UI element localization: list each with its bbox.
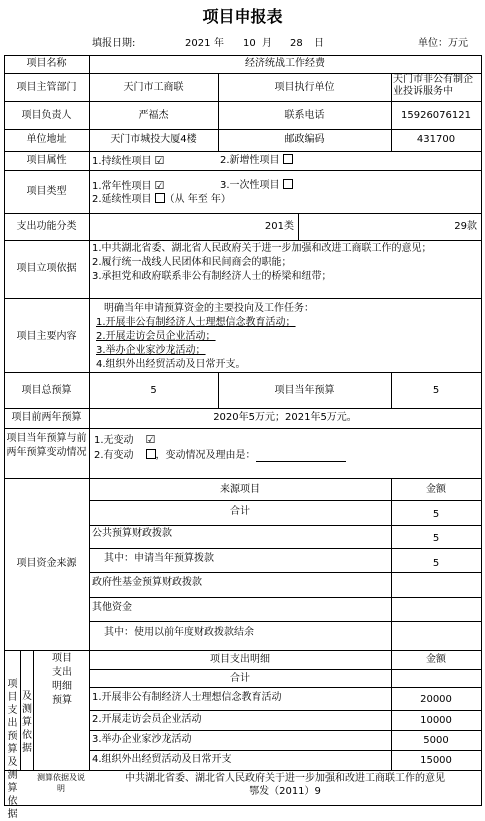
zip-value: 431700 [416, 134, 456, 145]
change-reason-prompt: ，变动情况及理由是： [155, 450, 256, 461]
basis-label: 项目立项依据 [16, 263, 77, 274]
unchecked-box-icon [283, 179, 293, 189]
content-label: 项目主要内容 [16, 331, 77, 342]
date-day-unit: 日 [314, 38, 324, 49]
detail-row-name: 1.开展非公有制经济人士理想信念教育活动 [92, 692, 282, 703]
funds-row-amount: 5 [432, 533, 440, 544]
attr-option-new[interactable]: 2.新增性项目 [220, 155, 293, 167]
detail-row-amount: 10000 [420, 715, 452, 726]
type-option-onetime[interactable]: 3.一次性项目 [220, 180, 293, 192]
funds-head-amount: 金额 [426, 484, 446, 495]
func-label: 支出功能分类 [16, 221, 77, 232]
prev-budget-value: 2020年5万元；2021年5万元。 [213, 412, 357, 423]
func-section: 29款 [454, 221, 477, 232]
detail-outer-label: 项目支出预算及测算依据 [7, 679, 18, 820]
funds-row-name: 其中：使用以前年度财政拨款结余 [104, 627, 254, 638]
content-text [96, 302, 476, 372]
detail-row-amount: 15000 [420, 755, 452, 766]
dept-value: 天门市工商联 [123, 82, 184, 93]
attr-label: 项目属性 [26, 155, 67, 166]
content-item: 2.开展走访会员企业活动； [96, 331, 216, 342]
phone-value: 15926076121 [401, 110, 471, 121]
calc-label: 测算依据及说明 [37, 773, 85, 793]
type-extended-period: （从 年至 年） [164, 194, 231, 205]
basis-line: 2.履行统一战线人民团体和民间商会的职能； [92, 257, 292, 268]
content-item: 3.举办企业家沙龙活动； [96, 345, 206, 356]
date-month: 10 [243, 38, 256, 49]
basis-line: 3.承担党和政府联系非公有制经济人士的桥梁和纽带； [92, 271, 332, 282]
funds-label: 项目资金来源 [16, 558, 77, 569]
total-budget-value: 5 [150, 385, 157, 396]
unchecked-box-icon [155, 193, 165, 203]
checked-box-icon: ☑ [154, 154, 165, 167]
funds-row-name: 其他资金 [92, 602, 132, 613]
exec-unit-label: 项目执行单位 [274, 82, 335, 93]
funds-row-name: 政府性基金预算财政拨款 [92, 577, 202, 588]
date-label: 填报日期: [92, 38, 136, 49]
detail-row-amount: 5000 [423, 735, 449, 746]
year-budget-value: 5 [432, 385, 440, 396]
change-option-changed[interactable]: 2.有变动 ，变动情况及理由是： [94, 450, 346, 462]
total-budget-label: 项目总预算 [21, 385, 72, 396]
date-month-unit: 月 [262, 38, 272, 49]
func-class: 201类 [264, 221, 294, 232]
detail-row-name: 2.开展走访会员企业活动 [92, 714, 202, 725]
funds-head-source: 来源项目 [220, 484, 260, 495]
date-year-unit: 年 [214, 38, 224, 49]
content-intro: 明确当年申请预算资金的主要投向及工作任务： [104, 303, 314, 314]
address-value: 天门市城投大厦4楼 [110, 134, 197, 145]
funds-row-amount: 5 [432, 509, 440, 520]
unchecked-box-icon [283, 154, 293, 164]
person-label: 项目负责人 [21, 110, 72, 121]
change-label: 项目当年预算与前两年预算变动情况 [6, 433, 87, 458]
basis-text [92, 242, 478, 284]
detail-head-item: 项目支出明细 [210, 654, 270, 665]
funds-row-name: 其中：申请当年预算拨款 [104, 553, 214, 564]
funds-row-name: 公共预算财政拨款 [92, 528, 172, 539]
funds-row-name: 合计 [230, 506, 250, 517]
checked-box-icon: ☑ [154, 179, 165, 192]
detail-row-name: 4.组织外出经贸活动及日常开支 [92, 754, 232, 765]
detail-row-amount: 20000 [420, 694, 452, 705]
content-item: 4.组织外出经贸活动及日常开支。 [96, 359, 246, 370]
type-label: 项目类型 [26, 186, 67, 197]
unchecked-box-icon [146, 449, 156, 459]
attr-option-continuous[interactable]: 1.持续性项目 ☑ [92, 154, 165, 167]
prev-budget-label: 项目前两年预算 [11, 412, 82, 423]
form-title: 项目申报表 [202, 7, 283, 26]
content-item: 1.开展非公有制经济人士理想信念教育活动； [96, 317, 296, 328]
phone-label: 联系电话 [284, 110, 325, 121]
person-value: 严福杰 [138, 110, 169, 121]
project-name-label: 项目名称 [26, 58, 67, 69]
year-budget-label: 项目当年预算 [274, 385, 335, 396]
zip-label: 邮政编码 [284, 134, 325, 145]
exec-unit-value: 天门市非公有制企业投诉服务中 [393, 74, 473, 97]
address-label: 单位地址 [26, 134, 67, 145]
basis-line: 1.中共湖北省委、湖北省人民政府关于进一步加强和改进工商联工作的意见； [92, 243, 432, 254]
unit-label: 单位：万元 [418, 38, 468, 49]
change-reason-field[interactable] [256, 451, 346, 462]
type-option-annual[interactable]: 1.常年性项目 ☑ [92, 179, 165, 192]
detail-row-name: 3.举办企业家沙龙活动 [92, 734, 192, 745]
calc-text: 中共湖北省委、湖北省人民政府关于进一步加强和改进工商联工作的意见 [125, 773, 445, 784]
detail-row-name: 合计 [230, 673, 250, 684]
checked-box-icon: ☑ [145, 433, 156, 446]
project-name-value: 经济统战工作经费 [245, 58, 325, 69]
dept-label: 项目主管部门 [16, 82, 77, 93]
date-day: 28 [290, 38, 303, 49]
detail-head-amount: 金额 [426, 654, 446, 665]
detail-calc-label: 及测算依据 [22, 691, 32, 754]
funds-row-amount: 5 [432, 558, 440, 569]
type-option-extended[interactable]: 2.延续性项目 （从 年至 年） [92, 194, 231, 205]
calc-text-2: 鄂发（2011）9 [249, 786, 321, 797]
date-year: 2021 [185, 38, 211, 49]
change-option-none[interactable]: 1.无变动 ☑ [94, 433, 156, 446]
detail-inner-label: 项目支出明细预算 [52, 653, 72, 706]
